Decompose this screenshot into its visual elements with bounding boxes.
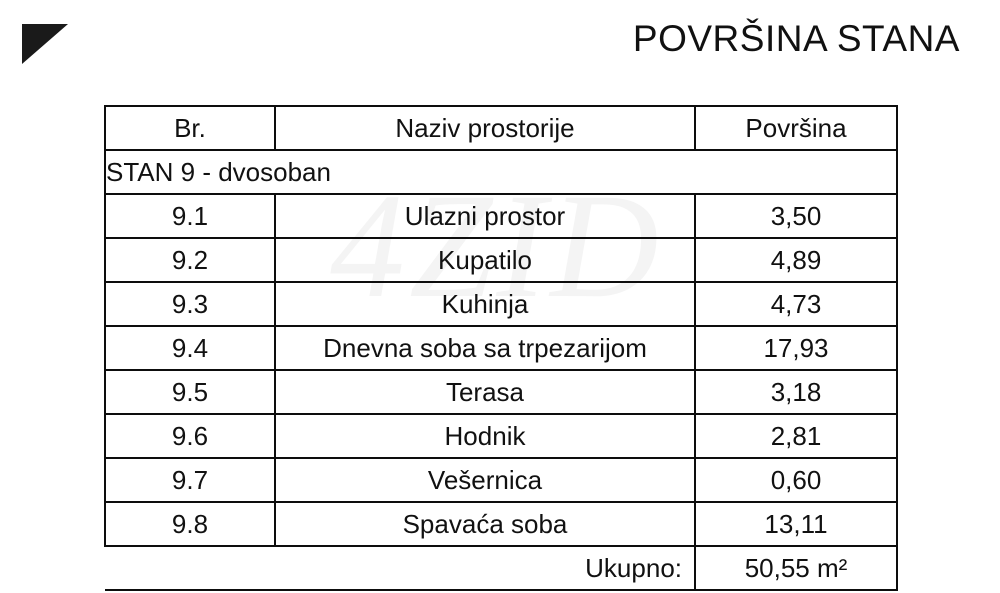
group-label: STAN 9 - dvosoban — [105, 150, 897, 194]
total-label: Ukupno: — [105, 546, 695, 590]
row-number: 9.7 — [105, 458, 275, 502]
table-row — [105, 326, 897, 370]
row-number: 9.2 — [105, 238, 275, 282]
header-area: Površina — [695, 106, 897, 150]
row-area: 0,60 — [695, 458, 897, 502]
row-name: Terasa — [275, 370, 695, 414]
row-area: 4,73 — [695, 282, 897, 326]
total-value: 50,55 m² — [695, 546, 897, 590]
table-row — [105, 238, 897, 282]
row-area: 3,50 — [695, 194, 897, 238]
corner-triangle-icon — [22, 24, 68, 64]
row-name: Ulazni prostor — [275, 194, 695, 238]
table-row — [105, 370, 897, 414]
table-row — [105, 502, 897, 546]
row-name: Dnevna soba sa trpezarijom — [275, 326, 695, 370]
row-name: Kupatilo — [275, 238, 695, 282]
header-number: Br. — [105, 106, 275, 150]
surface-table — [104, 105, 898, 591]
table-row — [105, 194, 897, 238]
surface-table-container — [104, 105, 896, 591]
row-area: 3,18 — [695, 370, 897, 414]
row-name: Kuhinja — [275, 282, 695, 326]
row-number: 9.6 — [105, 414, 275, 458]
row-area: 13,11 — [695, 502, 897, 546]
table-row — [105, 282, 897, 326]
row-name: Hodnik — [275, 414, 695, 458]
row-name: Spavaća soba — [275, 502, 695, 546]
row-name: Vešernica — [275, 458, 695, 502]
row-area: 4,89 — [695, 238, 897, 282]
table-row — [105, 414, 897, 458]
table-header-row — [105, 106, 897, 150]
row-number: 9.4 — [105, 326, 275, 370]
table-group-row — [105, 150, 897, 194]
header-name: Naziv prostorije — [275, 106, 695, 150]
row-area: 2,81 — [695, 414, 897, 458]
table-total-row — [105, 546, 897, 590]
table-row — [105, 458, 897, 502]
page-title: POVRŠINA STANA — [632, 18, 960, 59]
row-area: 17,93 — [695, 326, 897, 370]
row-number: 9.5 — [105, 370, 275, 414]
row-number: 9.1 — [105, 194, 275, 238]
row-number: 9.3 — [105, 282, 275, 326]
row-number: 9.8 — [105, 502, 275, 546]
